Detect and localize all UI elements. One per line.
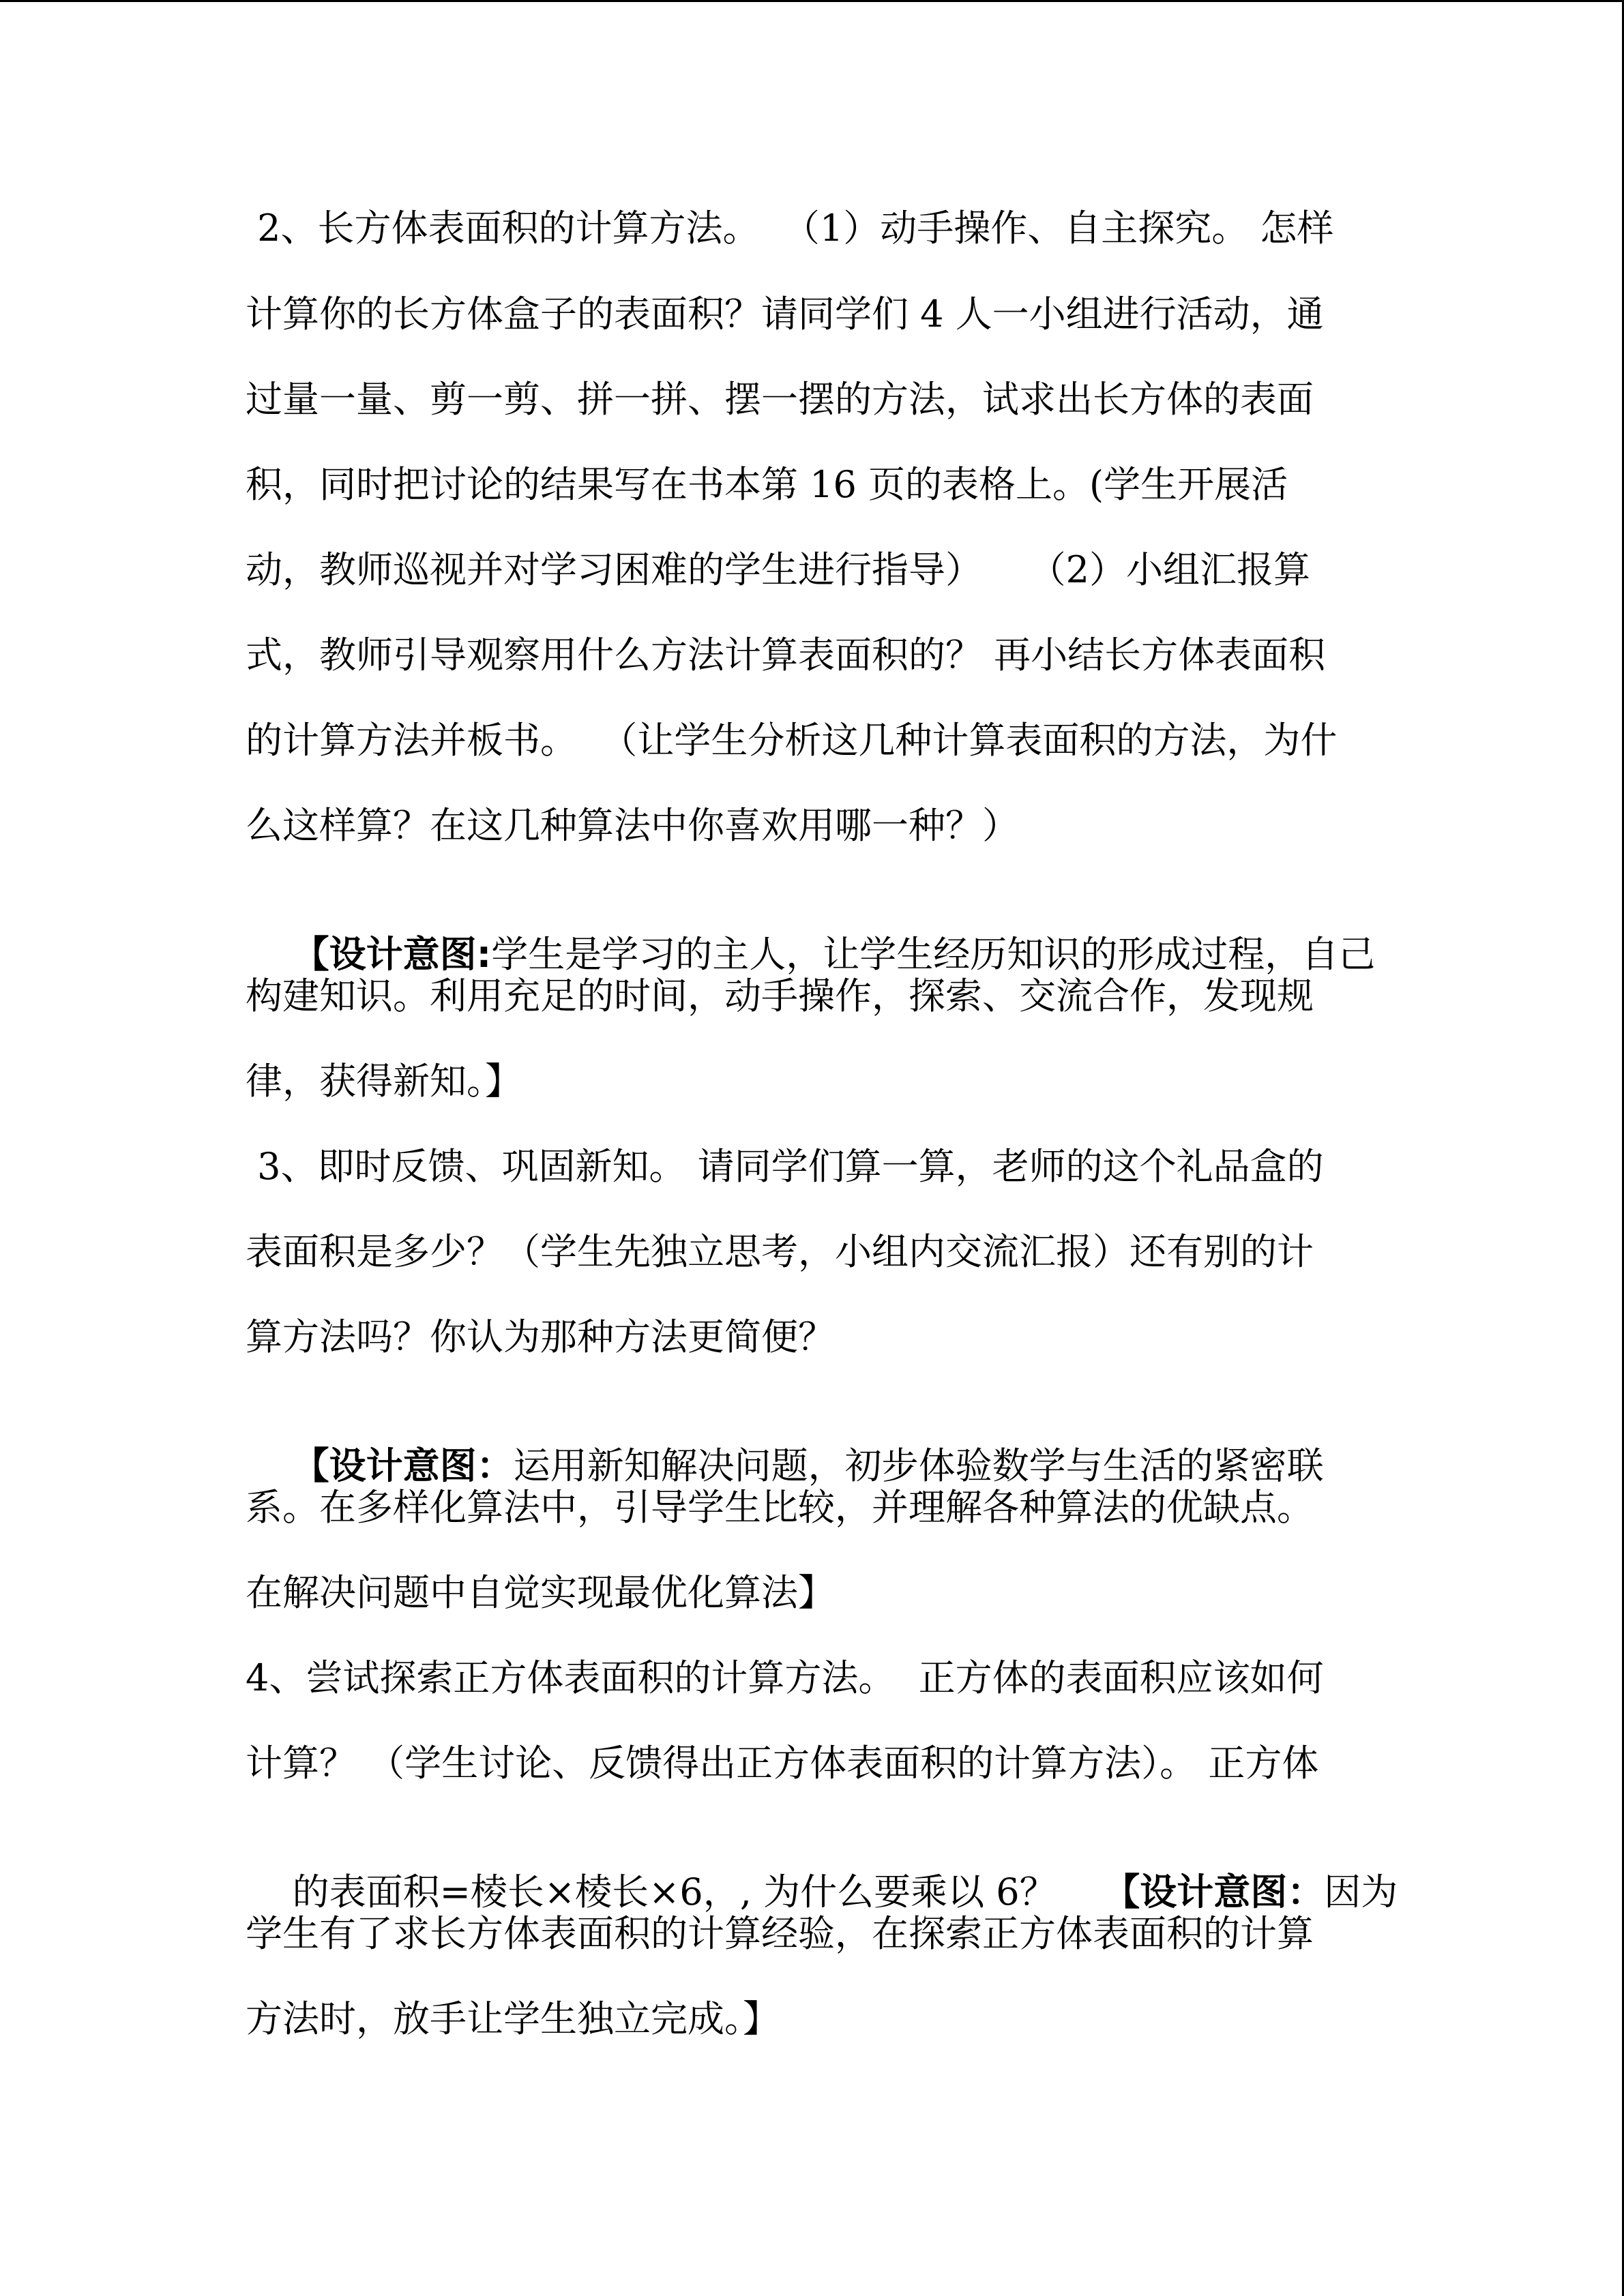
design-note-text: 学生是学习的主人，让学生经历知识的形成过程，自己	[491, 933, 1376, 976]
paragraph-line: 3、即时反馈、巩固新知。 请同学们算一算，老师的这个礼品盒的	[246, 1145, 1324, 1188]
paragraph-line: 积，同时把讨论的结果写在书本第 16 页的表格上。(学生开展活	[246, 463, 1288, 506]
paragraph-line: 计算？ （学生讨论、反馈得出正方体表面积的计算方法）。 正方体	[246, 1742, 1319, 1785]
paragraph-line: 么这样算？在这几种算法中你喜欢用哪一种？）	[246, 804, 1019, 847]
paragraph-line: 计算你的长方体盒子的表面积？请同学们 4 人一小组进行活动，通	[246, 293, 1324, 336]
paragraph-line: 2、长方体表面积的计算方法。 （1）动手操作、自主探究。 怎样	[246, 207, 1334, 250]
design-note-line: 构建知识。利用充足的时间，动手操作，探索、交流合作，发现规	[246, 974, 1314, 1017]
design-note-line: 方法时，放手让学生独立完成。】	[246, 1997, 780, 2040]
paragraph-line: 的计算方法并板书。 （让学生分析这几种计算表面积的方法，为什	[246, 719, 1338, 762]
design-note-line: 系。在多样化算法中，引导学生比较，并理解各种算法的优缺点。	[246, 1486, 1314, 1529]
design-note-label: 【设计意图：	[292, 1444, 514, 1487]
paragraph-line: 表面积是多少？（学生先独立思考，小组内交流汇报）还有别的计	[246, 1230, 1314, 1273]
design-note-label: 【设计意图:	[292, 933, 492, 976]
paragraph-line: 过量一量、剪一剪、拼一拼、摆一摆的方法，试求出长方体的表面	[246, 378, 1314, 421]
paragraph-text: 的表面积=棱长×棱长×6，, 为什么要乘以 6？	[292, 1870, 1104, 1913]
paragraph-line: 动，教师巡视并对学习困难的学生进行指导） （2）小组汇报算	[246, 548, 1311, 591]
paragraph-line: 4、尝试探索正方体表面积的计算方法。 正方体的表面积应该如何	[246, 1656, 1324, 1699]
design-note-line: 律，获得新知。】	[246, 1060, 522, 1103]
design-note-text: 运用新知解决问题，初步体验数学与生活的紧密联	[513, 1444, 1324, 1487]
design-note-label: 【设计意图：	[1103, 1870, 1325, 1913]
paragraph-line: 算方法吗？你认为那种方法更简便？	[246, 1315, 835, 1358]
design-note-line: 学生有了求长方体表面积的计算经验，在探索正方体表面积的计算	[246, 1912, 1314, 1955]
design-note-text: 因为	[1324, 1870, 1398, 1913]
paragraph-line: 式，教师引导观察用什么方法计算表面积的？ 再小结长方体表面积	[246, 633, 1326, 676]
design-note-line: 在解决问题中自觉实现最优化算法】	[246, 1571, 835, 1614]
